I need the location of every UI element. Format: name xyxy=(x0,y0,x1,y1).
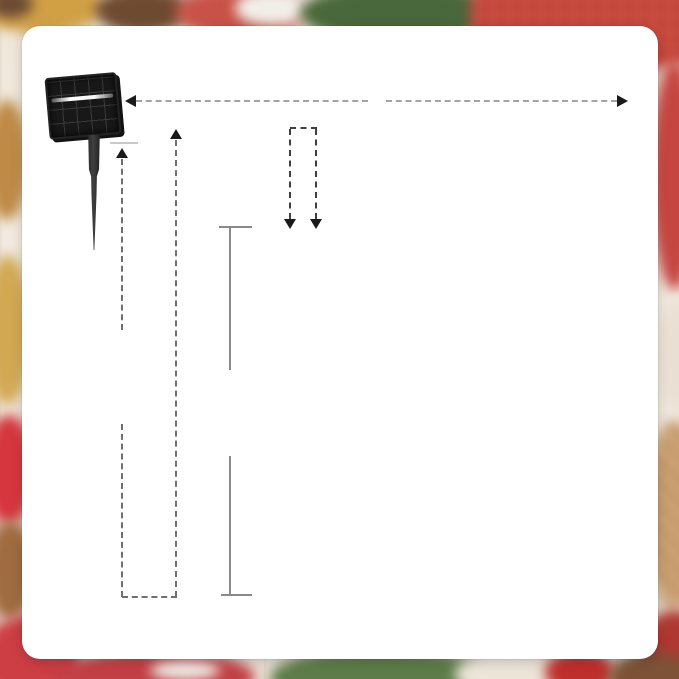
spacing-measure-right xyxy=(315,129,317,219)
lead-measure-right xyxy=(175,140,177,597)
arrow-up-icon xyxy=(116,148,128,158)
spacing-measure-left xyxy=(289,129,291,219)
lead-measure-left-upper xyxy=(121,159,123,330)
tube-length-label xyxy=(227,408,231,420)
arrow-down-icon xyxy=(284,219,296,229)
arrow-up-icon xyxy=(170,129,182,139)
lead-measure-left-lower xyxy=(121,424,123,597)
tube-measure-top-tick xyxy=(219,226,252,228)
tube-measure-upper xyxy=(229,227,231,370)
spacing-measure-top xyxy=(290,127,317,129)
arrow-down-icon xyxy=(310,219,322,229)
tube-measure-bottom-tick xyxy=(221,594,252,596)
lead-wire-length-label xyxy=(121,371,125,383)
lead-measure-bottom xyxy=(122,596,177,598)
tube-measure-lower xyxy=(229,456,231,594)
